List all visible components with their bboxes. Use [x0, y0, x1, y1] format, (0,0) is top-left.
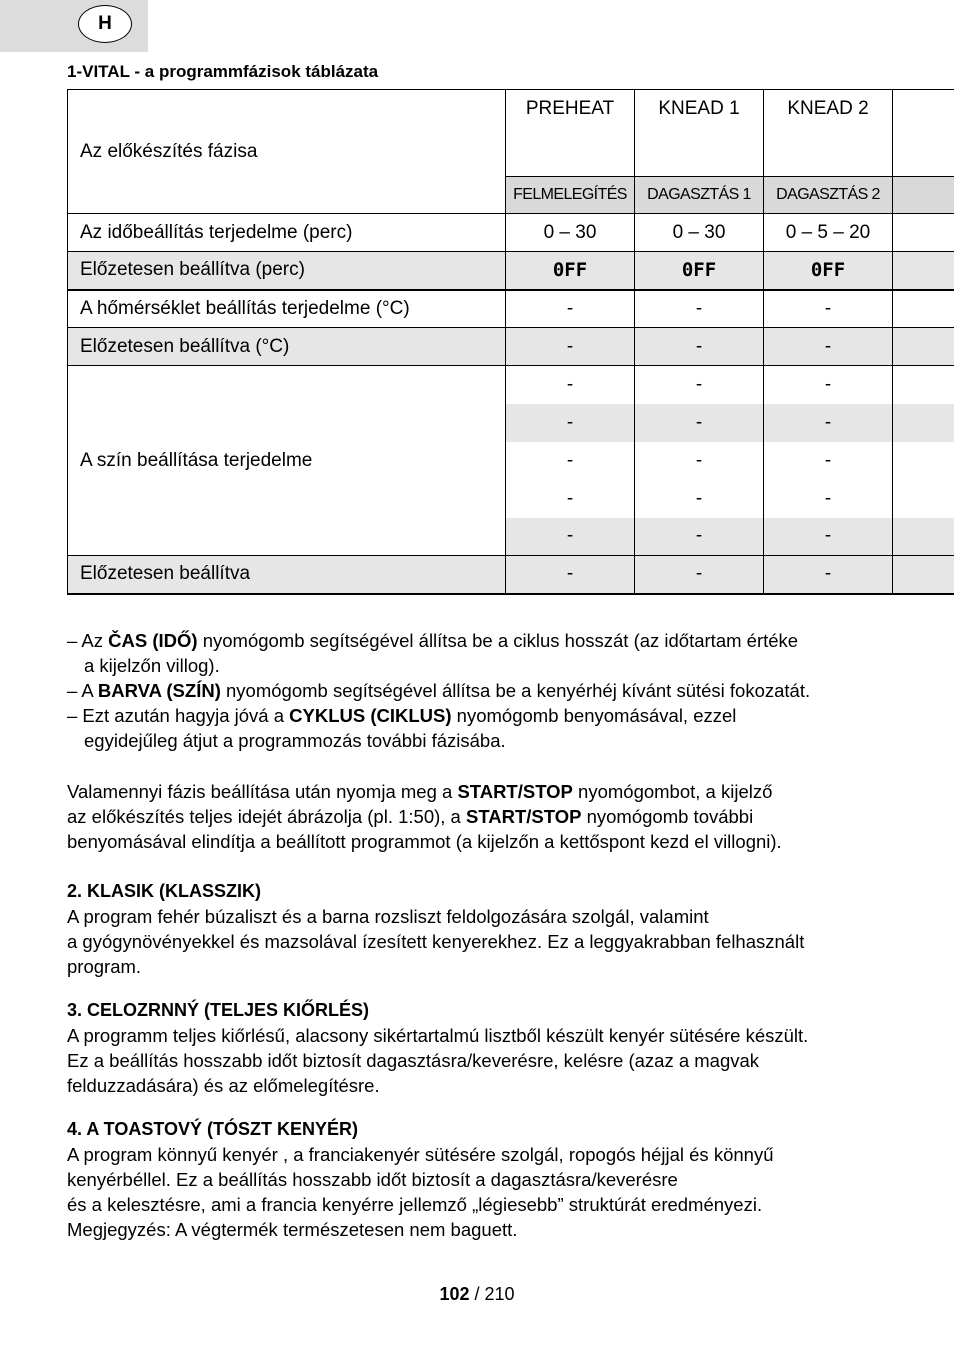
table-cell: - [506, 328, 635, 366]
table-cell: 0 – 5 – 20 [764, 214, 893, 252]
table-cell: - [635, 442, 764, 480]
table-cell: - [764, 442, 893, 480]
empty-cell [893, 556, 954, 594]
empty-cell [893, 177, 954, 214]
empty-cell [893, 366, 954, 404]
start-stop-paragraph: Valamennyi fázis beállítása után nyomja meg a START/STOP nyomógombot, a kijelző az előkészítés teljes idejét ábrázolja (pl. 1:50), a START/STOP nyomógomb további benyomásával elindítja a beállított programmot (a kijelzőn a kettőspont kezd el villogni). [67, 781, 782, 852]
table-cell: - [506, 290, 635, 328]
table-cell: 0FF [764, 252, 893, 290]
phase-header-local: FELMELEGÍTÉS [506, 177, 635, 214]
language-badge: H [78, 5, 132, 43]
list-item: – Ezt azután hagyja jóvá a CYKLUS (CIKLUS) nyomógomb benyomásával, ezzel [67, 705, 737, 726]
empty-cell [893, 480, 954, 518]
table-cell: - [764, 366, 893, 404]
empty-cell [893, 90, 954, 177]
phase-header-local: DAGASZTÁS 2 [764, 177, 893, 214]
instruction-list [67, 628, 947, 753]
section-toastovy: 4. A TOASTOVÝ (TÓSZT KENYÉR) A program könnyű kenyér , a franciakenyér sütésére szolgál, ropogós héjjal és könnyű kenyérbéllel. Ez a beállítás hosszabb időt biztosít a dagasztásra/keverésre és a kelesztésre, ami a francia kenyérre jellemző „légiesebb” struktúrát eredményezi. Megjegyzés: A végtermék természetesen nem baguett. [67, 1117, 947, 1242]
phase-header: KNEAD 1 [635, 90, 764, 177]
table-cell: 0FF [635, 252, 764, 290]
list-item-continuation: egyidejűleg átjut a programmozás további fázisába. [84, 730, 506, 751]
table-cell: - [506, 556, 635, 594]
table-cell: - [764, 290, 893, 328]
table-cell: - [506, 480, 635, 518]
section-klasik: 2. KLASIK (KLASSZIK) A program fehér búzaliszt és a barna rozsliszt feldolgozására szolgál, valamint a gyógynövényekkel és mazsolával ízesített kenyerekhez. Ez a leggyakrabban felhasznált program. [67, 879, 947, 979]
row-label: Előzetesen beállítva [68, 556, 506, 594]
empty-cell [893, 214, 954, 252]
section-heading: 3. CELOZRNNÝ (TELJES KIŐRLÉS) [67, 1000, 370, 1020]
phase-header: PREHEAT [506, 90, 635, 177]
table-cell: - [764, 556, 893, 594]
list-item-continuation: a kijelzőn villog). [84, 655, 220, 676]
table-cell: 0FF [506, 252, 635, 290]
phase-header-local: DAGASZTÁS 1 [635, 177, 764, 214]
table-cell: - [635, 328, 764, 366]
color-range-label: A szín beállítása terjedelme [68, 366, 506, 556]
row-label: A hőmérséklet beállítás terjedelme (°C) [68, 290, 506, 328]
table-cell: - [764, 404, 893, 442]
phase-label: Az előkészítés fázisa [68, 90, 506, 214]
list-item: – Az ČAS (IDŐ) nyomógomb segítségével állítsa be a ciklus hosszát (az időtartam értéke [67, 630, 799, 651]
page-title: 1-VITAL - a programmfázisok táblázata [67, 62, 379, 81]
table-cell: - [635, 518, 764, 556]
table-cell: - [635, 556, 764, 594]
table-cell: - [635, 366, 764, 404]
table-cell: 0 – 30 [635, 214, 764, 252]
row-label: Az időbeállítás terjedelme (perc) [68, 214, 506, 252]
list-item: – A BARVA (SZÍN) nyomógomb segítségével állítsa be a kenyérhéj kívánt sütési fokozatát. [67, 680, 811, 701]
table-cell: - [506, 366, 635, 404]
page-number: 102 / 210 [439, 1284, 515, 1304]
row-label: Előzetesen beállítva (°C) [68, 328, 506, 366]
empty-cell [893, 328, 954, 366]
table-cell: - [635, 290, 764, 328]
table-cell: - [506, 404, 635, 442]
row-label: Előzetesen beállítva (perc) [68, 252, 506, 290]
table-cell: - [506, 442, 635, 480]
table-cell: - [506, 518, 635, 556]
table-cell: - [635, 404, 764, 442]
section-heading: 2. KLASIK (KLASSZIK) [67, 881, 262, 901]
table-cell: - [635, 480, 764, 518]
empty-cell [893, 518, 954, 556]
table-cell: 0 – 30 [506, 214, 635, 252]
table-cell: - [764, 518, 893, 556]
phase-header: KNEAD 2 [764, 90, 893, 177]
empty-cell [893, 404, 954, 442]
empty-cell [893, 252, 954, 290]
program-phase-table [67, 89, 954, 595]
empty-cell [893, 442, 954, 480]
table-cell: - [764, 328, 893, 366]
section-celozrnny: 3. CELOZRNNÝ (TELJES KIŐRLÉS) A programm teljes kiőrlésű, alacsony sikértartalmú lisztből készült kenyér sütésére készült. Ez a beállítás hosszabb időt biztosít dagasztásra/keverésre, kelésre (azaz a magvak felduzzadására) és az előmelegítésre. [67, 998, 947, 1098]
table-cell: - [764, 480, 893, 518]
section-heading: 4. A TOASTOVÝ (TÓSZT KENYÉR) [67, 1119, 359, 1139]
empty-cell [893, 290, 954, 328]
